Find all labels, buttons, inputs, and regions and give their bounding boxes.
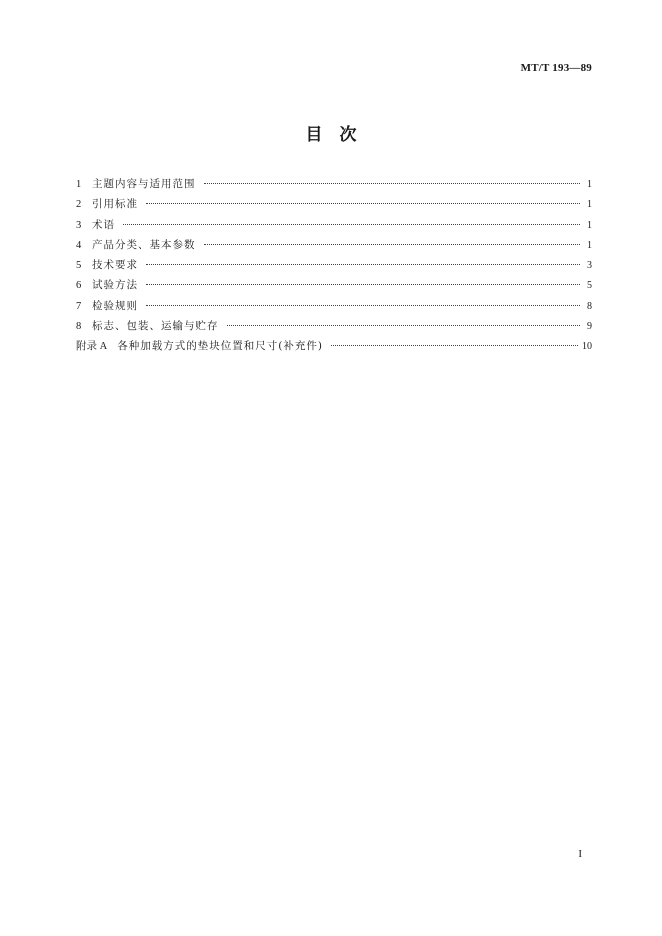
standard-code: MT/T 193—89 — [520, 62, 592, 74]
toc-entry-8[interactable] — [76, 316, 592, 336]
toc-entry-number: 3 — [76, 219, 82, 231]
toc-entry-title: 产品分类、基本参数 — [92, 238, 196, 251]
toc-entry-number: 4 — [76, 239, 82, 251]
toc-entry-page: 10 — [582, 341, 592, 353]
toc-entry-page: 1 — [587, 199, 592, 211]
toc-entry-page: 9 — [587, 321, 592, 333]
toc-entry-1[interactable] — [76, 174, 592, 194]
toc-entry-3[interactable] — [76, 215, 592, 235]
toc-entry-2[interactable] — [76, 194, 592, 214]
toc-leader-dots — [331, 345, 578, 346]
toc-entry-title: 试验方法 — [92, 279, 138, 292]
toc-entry-page: 8 — [587, 300, 592, 312]
toc-leader-dots — [204, 244, 581, 245]
toc-entry-number: 1 — [76, 179, 82, 190]
toc-entry-page: 5 — [587, 280, 592, 292]
toc-entry-number: 6 — [76, 280, 82, 292]
toc-leader-dots — [123, 224, 580, 225]
table-of-contents — [76, 174, 592, 357]
toc-entry-page: 1 — [587, 239, 592, 251]
toc-leader-dots — [146, 305, 580, 306]
toc-title: 目 次 — [305, 125, 357, 145]
toc-entry-title: 引用标准 — [92, 198, 138, 211]
toc-entry-page: 3 — [587, 260, 592, 272]
toc-entry-title: 主题内容与适用范围 — [92, 178, 196, 190]
toc-entry-page: 1 — [587, 219, 592, 231]
page-number: I — [578, 848, 582, 860]
toc-entry-number: 2 — [76, 199, 82, 211]
toc-entry-number: 8 — [76, 321, 82, 333]
toc-leader-dots — [227, 325, 581, 326]
toc-entry-6[interactable] — [76, 275, 592, 295]
toc-entry-number: 5 — [76, 260, 82, 272]
toc-entry-title: 术语 — [92, 218, 115, 231]
toc-entry-5[interactable] — [76, 255, 592, 275]
toc-leader-dots — [204, 183, 581, 184]
toc-entry-number: 附录 A — [76, 341, 108, 353]
toc-entry-title: 各种加载方式的垫块位置和尺寸(补充件) — [117, 340, 323, 353]
toc-entry-title: 检验规则 — [92, 299, 138, 312]
toc-entry-4[interactable] — [76, 235, 592, 255]
toc-entry-appendix-a[interactable] — [76, 336, 592, 356]
toc-entry-7[interactable] — [76, 296, 592, 316]
toc-leader-dots — [146, 203, 580, 204]
toc-entry-title: 标志、包装、运输与贮存 — [92, 320, 219, 333]
toc-entry-title: 技术要求 — [92, 259, 138, 272]
toc-entry-number: 7 — [76, 300, 82, 312]
toc-entry-page: 1 — [587, 179, 592, 190]
toc-leader-dots — [146, 264, 580, 265]
toc-leader-dots — [146, 284, 580, 285]
